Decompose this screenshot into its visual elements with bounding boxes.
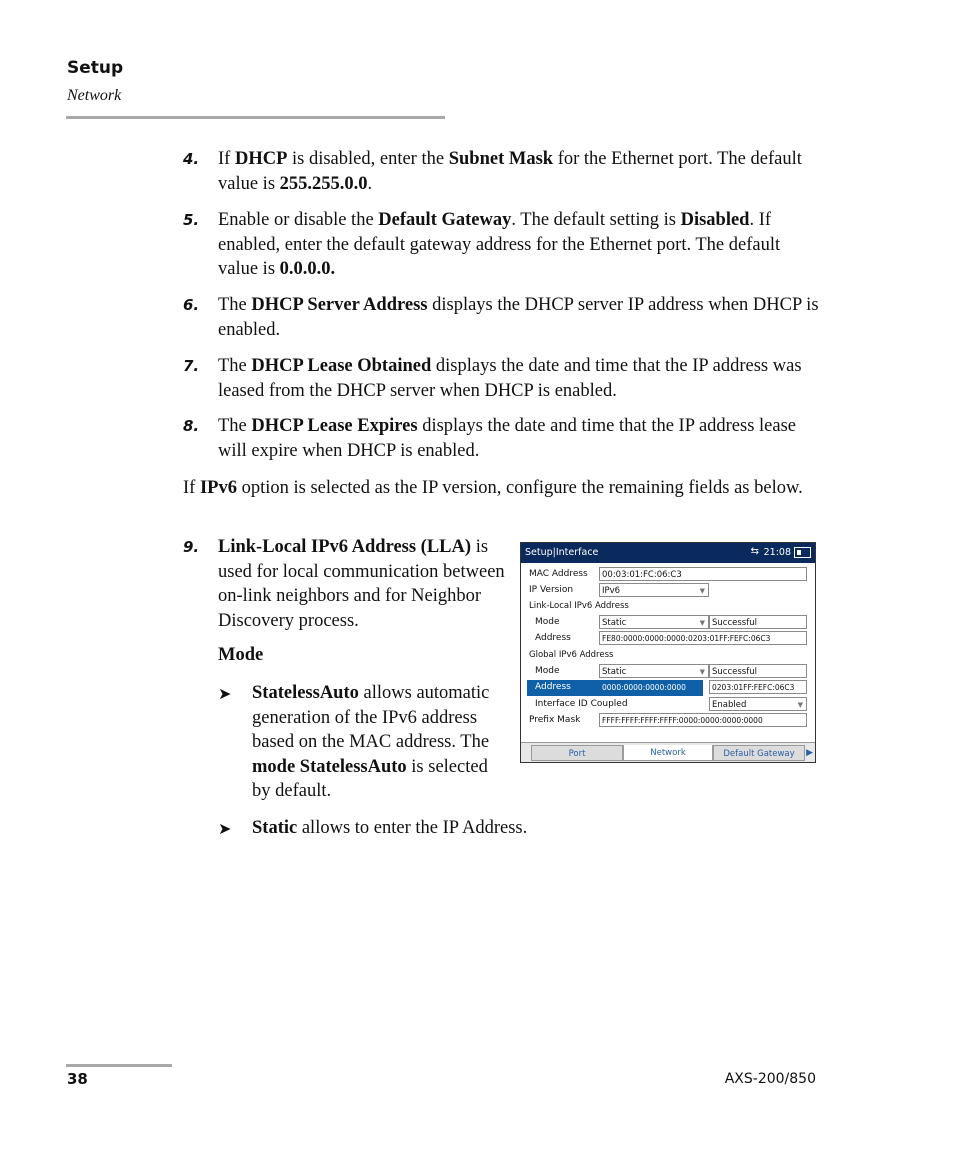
global-address-field[interactable]: 0000:0000:0000:0000 [602,683,686,692]
global-address-row[interactable] [527,680,703,696]
bullet-text: StatelessAuto allows automatic generation of the IPv6 address based on the MAC address. The mode StatelessAuto is selected by default. [252,683,490,802]
device-screenshot [520,542,816,763]
lla-section-label: Link-Local IPv6 Address [529,601,629,611]
ipv6-paragraph: If IPv6 option is selected as the IP version, configure the remaining fields as below. [183,478,803,498]
global-mode-status: Successful [709,664,807,678]
interface-id-select[interactable]: Enabled ▼ [709,697,807,711]
bullet-text: Static allows to enter the IP Address. [252,818,528,838]
bullet-statelessauto [218,681,563,804]
step-text: Enable or disable the Default Gateway. The default setting is Disabled. If enabled, enter the default gateway address for the Ethernet port. The default value is 0.0.0.0. [218,210,781,280]
interface-id-label: Interface ID Coupled [535,699,628,709]
device-tab-bar [521,742,815,763]
step-text: The DHCP Server Address displays the DHCP server IP address when DHCP is enabled. [218,295,819,340]
step-4 [183,147,823,196]
ip-version-select[interactable]: IPv6 ▼ [599,583,709,597]
footer-rule [66,1064,172,1067]
global-address-label: Address [535,682,571,692]
step-number: 7. [183,357,200,375]
global-mode-select[interactable]: Static ▼ [599,664,709,678]
device-title-bar [521,543,815,563]
step-number: 9. [183,538,200,556]
step-text: The DHCP Lease Obtained displays the date and time that the IP address was leased from the DHCP server when DHCP is enabled. [218,356,802,401]
step-number: 4. [183,150,200,168]
arrow-bullet-icon: ➤ [218,686,232,703]
network-swap-icon: ⇆ [750,546,759,557]
step-5 [183,208,823,282]
lla-mode-status: Successful [709,615,807,629]
bullet-static [218,816,618,841]
mac-label: MAC Address [529,569,588,579]
step-text: The DHCP Lease Expires displays the date and time that the IP address lease will expire when DHCP is enabled. [218,416,797,461]
step-number: 5. [183,211,200,229]
page-number: 38 [67,1070,88,1088]
prefix-mask-field[interactable]: FFFF:FFFF:FFFF:FFFF:0000:0000:0000:0000 [599,713,807,727]
step-number: 6. [183,296,200,314]
tab-port[interactable]: Port [531,745,623,761]
device-title: Setup|Interface [525,547,599,558]
step-8 [183,414,823,463]
product-name: AXS-200/850 [724,1071,816,1087]
tab-default-gateway[interactable]: Default Gateway [713,745,805,761]
step-9 [183,535,513,633]
tab-scroll-right-icon[interactable]: ▶ [806,748,813,758]
global-section-label: Global IPv6 Address [529,650,614,660]
step-text: Link-Local IPv6 Address (LLA) is used for local communication between on-link neighbors and for Neighbor Discovery process. [218,537,505,631]
mac-field[interactable]: 00:03:01:FC:06:C3 [599,567,807,581]
header-rule [66,116,445,119]
tab-network[interactable]: Network [623,745,713,761]
header-subtitle: Network [67,87,122,104]
header-title: Setup [67,58,124,78]
mode-heading: Mode [218,645,264,665]
global-address-suffix: 0203:01FF:FEFC:06C3 [709,680,807,694]
ip-version-label: IP Version [529,585,574,595]
lla-mode-label: Mode [535,617,560,627]
lla-address-label: Address [535,633,571,643]
global-mode-label: Mode [535,666,560,676]
device-clock: 21:08 [763,547,791,558]
battery-icon [794,547,811,558]
step-number: 8. [183,417,200,435]
step-text: If DHCP is disabled, enter the Subnet Mask for the Ethernet port. The default value is 255.255.0.0. [218,149,802,194]
prefix-mask-label: Prefix Mask [529,715,581,725]
lla-mode-select[interactable]: Static ▼ [599,615,709,629]
lla-address-field[interactable]: FE80:0000:0000:0000:0203:01FF:FEFC:06C3 [599,631,807,645]
arrow-bullet-icon: ➤ [218,821,232,838]
step-7 [183,354,823,403]
step-6 [183,293,823,342]
